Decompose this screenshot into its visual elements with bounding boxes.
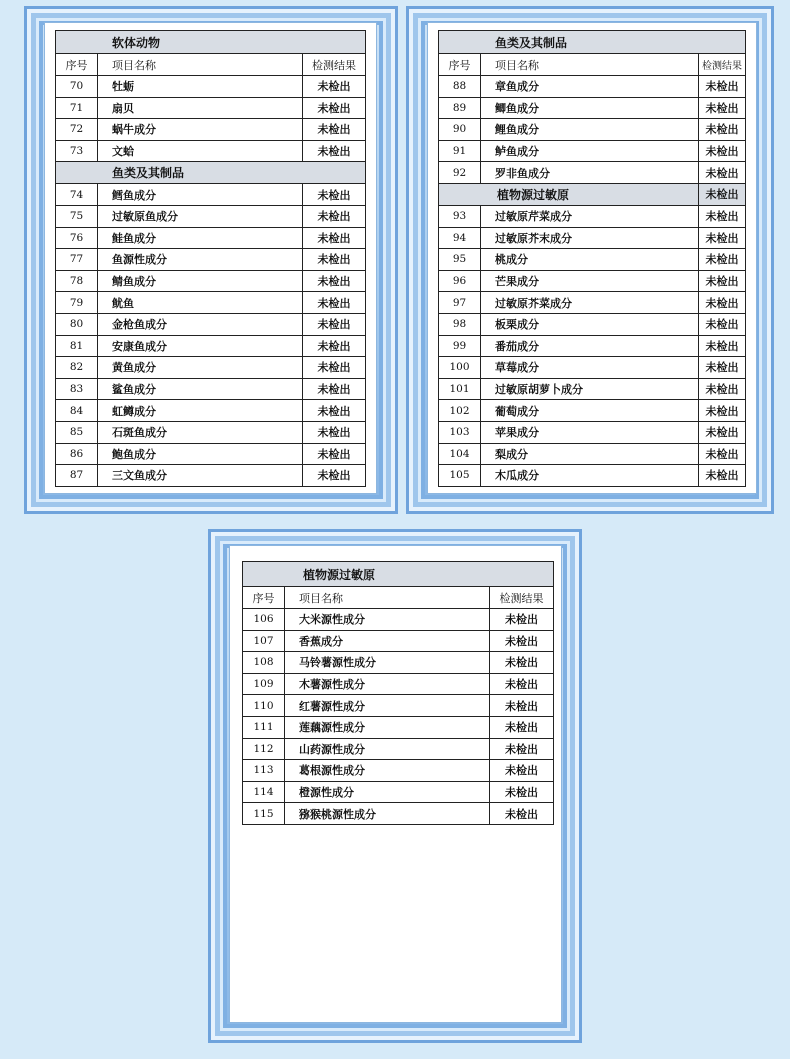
row-result: 未检出	[699, 292, 746, 314]
row-no: 100	[439, 357, 481, 379]
section2-title: 植物源过敏原	[439, 183, 699, 205]
row-name: 过敏原芥菜成分	[481, 292, 699, 314]
table-row	[243, 716, 554, 738]
row-result: 未检出	[490, 695, 554, 717]
header-result: 检测结果	[699, 54, 746, 76]
row-no: 72	[56, 119, 98, 141]
row-name: 章鱼成分	[481, 76, 699, 98]
header-no: 序号	[56, 54, 98, 76]
table-row	[439, 140, 746, 162]
table-row	[243, 695, 554, 717]
row-result: 未检出	[303, 205, 366, 227]
row-no: 87	[56, 465, 98, 487]
row-result: 未检出	[303, 443, 366, 465]
table-row	[56, 184, 366, 206]
table-row	[439, 162, 746, 184]
row-result: 未检出	[699, 313, 746, 335]
row-result: 未检出	[699, 227, 746, 249]
rows-b	[439, 205, 746, 486]
row-result: 未检出	[490, 716, 554, 738]
row-no: 95	[439, 249, 481, 271]
rows-b	[56, 184, 366, 486]
table-row	[56, 443, 366, 465]
row-name: 葡萄成分	[481, 400, 699, 422]
row-no: 76	[56, 227, 98, 249]
row-no: 113	[243, 760, 285, 782]
table-row	[439, 443, 746, 465]
row-no: 70	[56, 76, 98, 98]
section2-result: 未检出	[699, 183, 746, 205]
row-name: 芒果成分	[481, 270, 699, 292]
row-result: 未检出	[303, 227, 366, 249]
row-no: 104	[439, 443, 481, 465]
header-no: 序号	[439, 54, 481, 76]
row-no: 78	[56, 270, 98, 292]
row-result: 未检出	[699, 249, 746, 271]
row-name: 梨成分	[481, 443, 699, 465]
row-name: 大米源性成分	[285, 609, 490, 631]
row-name: 鱼源性成分	[98, 249, 303, 271]
row-name: 香蕉成分	[285, 630, 490, 652]
row-no: 111	[243, 716, 285, 738]
row-result: 未检出	[303, 335, 366, 357]
row-name: 猕猴桃源性成分	[285, 803, 490, 825]
row-result: 未检出	[303, 76, 366, 98]
table-row	[439, 465, 746, 487]
row-name: 文蛤	[98, 140, 303, 162]
row-result: 未检出	[490, 673, 554, 695]
row-no: 90	[439, 119, 481, 141]
row-name: 鳕鱼成分	[98, 184, 303, 206]
row-name: 鲈鱼成分	[481, 140, 699, 162]
row-result: 未检出	[303, 465, 366, 487]
table-row	[439, 400, 746, 422]
header-name: 项目名称	[98, 54, 303, 76]
row-no: 105	[439, 465, 481, 487]
row-name: 红薯源性成分	[285, 695, 490, 717]
row-result: 未检出	[490, 652, 554, 674]
row-no: 82	[56, 357, 98, 379]
row-name: 安康鱼成分	[98, 335, 303, 357]
row-result: 未检出	[303, 184, 366, 206]
row-no: 86	[56, 443, 98, 465]
row-name: 山药源性成分	[285, 738, 490, 760]
table-row	[56, 400, 366, 422]
row-no: 89	[439, 97, 481, 119]
row-name: 过敏原鱼成分	[98, 205, 303, 227]
row-result: 未检出	[699, 443, 746, 465]
table-row	[56, 97, 366, 119]
row-name: 橙源性成分	[285, 781, 490, 803]
table-row	[56, 140, 366, 162]
table-row	[56, 378, 366, 400]
table-row	[56, 227, 366, 249]
row-name: 过敏原芹菜成分	[481, 205, 699, 227]
row-result: 未检出	[699, 378, 746, 400]
row-no: 109	[243, 673, 285, 695]
row-result: 未检出	[490, 738, 554, 760]
row-name: 石斑鱼成分	[98, 421, 303, 443]
row-result: 未检出	[699, 270, 746, 292]
row-result: 未检出	[303, 292, 366, 314]
row-no: 110	[243, 695, 285, 717]
header-name: 项目名称	[285, 587, 490, 609]
row-result: 未检出	[303, 249, 366, 271]
row-name: 蜗牛成分	[98, 119, 303, 141]
table-row	[439, 227, 746, 249]
section-title: 软体动物	[56, 31, 366, 54]
table-row	[439, 378, 746, 400]
row-name: 番茄成分	[481, 335, 699, 357]
table-row	[56, 313, 366, 335]
row-no: 73	[56, 140, 98, 162]
table-row	[439, 421, 746, 443]
table-row	[243, 673, 554, 695]
header-name: 项目名称	[481, 54, 699, 76]
row-no: 99	[439, 335, 481, 357]
table-panel-2	[438, 30, 746, 487]
row-name: 鲭鱼成分	[98, 270, 303, 292]
table-row	[439, 270, 746, 292]
row-result: 未检出	[303, 313, 366, 335]
row-name: 鲤鱼成分	[481, 119, 699, 141]
row-name: 鲍鱼成分	[98, 443, 303, 465]
row-no: 108	[243, 652, 285, 674]
row-result: 未检出	[699, 335, 746, 357]
header-result: 检测结果	[490, 587, 554, 609]
header-no: 序号	[243, 587, 285, 609]
section2-title: 鱼类及其制品	[56, 162, 366, 184]
row-name: 鱿鱼	[98, 292, 303, 314]
row-result: 未检出	[699, 162, 746, 184]
row-no: 92	[439, 162, 481, 184]
row-name: 过敏原胡萝卜成分	[481, 378, 699, 400]
table-row	[439, 357, 746, 379]
table-row	[56, 270, 366, 292]
table-row	[243, 652, 554, 674]
row-result: 未检出	[303, 378, 366, 400]
table-row	[439, 313, 746, 335]
table-row	[439, 97, 746, 119]
table-row	[439, 249, 746, 271]
row-no: 71	[56, 97, 98, 119]
row-name: 牡蛎	[98, 76, 303, 98]
row-name: 苹果成分	[481, 421, 699, 443]
table-row	[243, 781, 554, 803]
table-row	[243, 803, 554, 825]
row-result: 未检出	[699, 119, 746, 141]
row-result: 未检出	[699, 76, 746, 98]
row-result: 未检出	[699, 140, 746, 162]
table-row	[243, 738, 554, 760]
row-result: 未检出	[303, 421, 366, 443]
row-result: 未检出	[490, 803, 554, 825]
table-row	[56, 465, 366, 487]
row-no: 83	[56, 378, 98, 400]
row-result: 未检出	[699, 465, 746, 487]
row-name: 鲨鱼成分	[98, 378, 303, 400]
row-result: 未检出	[303, 357, 366, 379]
row-name: 黄鱼成分	[98, 357, 303, 379]
table-row	[243, 609, 554, 631]
row-name: 马铃薯源性成分	[285, 652, 490, 674]
row-result: 未检出	[303, 97, 366, 119]
row-result: 未检出	[699, 205, 746, 227]
table-row	[439, 335, 746, 357]
row-result: 未检出	[699, 357, 746, 379]
row-no: 96	[439, 270, 481, 292]
row-name: 桃成分	[481, 249, 699, 271]
row-name: 过敏原芥末成分	[481, 227, 699, 249]
row-result: 未检出	[303, 400, 366, 422]
table-row	[56, 357, 366, 379]
row-no: 102	[439, 400, 481, 422]
row-no: 112	[243, 738, 285, 760]
row-no: 101	[439, 378, 481, 400]
row-name: 罗非鱼成分	[481, 162, 699, 184]
row-name: 木薯源性成分	[285, 673, 490, 695]
rows-a	[56, 76, 366, 162]
section-title: 鱼类及其制品	[439, 31, 746, 54]
row-no: 88	[439, 76, 481, 98]
row-name: 扇贝	[98, 97, 303, 119]
row-result: 未检出	[490, 609, 554, 631]
row-name: 虹鳟成分	[98, 400, 303, 422]
row-no: 98	[439, 313, 481, 335]
rows-a	[439, 76, 746, 184]
table-row	[56, 76, 366, 98]
row-name: 鲑鱼成分	[98, 227, 303, 249]
table-row	[439, 119, 746, 141]
row-name: 金枪鱼成分	[98, 313, 303, 335]
row-no: 79	[56, 292, 98, 314]
table-row	[243, 630, 554, 652]
row-no: 94	[439, 227, 481, 249]
row-name: 板栗成分	[481, 313, 699, 335]
table-row	[56, 249, 366, 271]
row-no: 81	[56, 335, 98, 357]
row-no: 91	[439, 140, 481, 162]
row-name: 草莓成分	[481, 357, 699, 379]
table-panel-1	[55, 30, 366, 487]
row-result: 未检出	[303, 270, 366, 292]
section-title: 植物源过敏原	[243, 562, 554, 587]
row-name: 三文鱼成分	[98, 465, 303, 487]
table-row	[439, 205, 746, 227]
row-result: 未检出	[699, 97, 746, 119]
row-name: 鲫鱼成分	[481, 97, 699, 119]
table-row	[56, 119, 366, 141]
table-row	[439, 292, 746, 314]
row-result: 未检出	[490, 781, 554, 803]
row-no: 74	[56, 184, 98, 206]
row-no: 75	[56, 205, 98, 227]
row-no: 85	[56, 421, 98, 443]
row-result: 未检出	[490, 760, 554, 782]
row-no: 103	[439, 421, 481, 443]
row-no: 107	[243, 630, 285, 652]
table-row	[56, 205, 366, 227]
row-no: 93	[439, 205, 481, 227]
row-result: 未检出	[303, 140, 366, 162]
table-row	[56, 292, 366, 314]
table-row	[56, 421, 366, 443]
row-result: 未检出	[699, 400, 746, 422]
row-result: 未检出	[699, 421, 746, 443]
table-panel-3	[242, 561, 554, 825]
header-result: 检测结果	[303, 54, 366, 76]
row-no: 97	[439, 292, 481, 314]
row-no: 114	[243, 781, 285, 803]
rows	[243, 609, 554, 825]
table-row	[243, 760, 554, 782]
row-no: 115	[243, 803, 285, 825]
row-result: 未检出	[490, 630, 554, 652]
row-no: 80	[56, 313, 98, 335]
row-no: 77	[56, 249, 98, 271]
row-result: 未检出	[303, 119, 366, 141]
table-row	[439, 76, 746, 98]
table-row	[56, 335, 366, 357]
row-name: 莲藕源性成分	[285, 716, 490, 738]
row-no: 84	[56, 400, 98, 422]
row-name: 葛根源性成分	[285, 760, 490, 782]
row-no: 106	[243, 609, 285, 631]
row-name: 木瓜成分	[481, 465, 699, 487]
